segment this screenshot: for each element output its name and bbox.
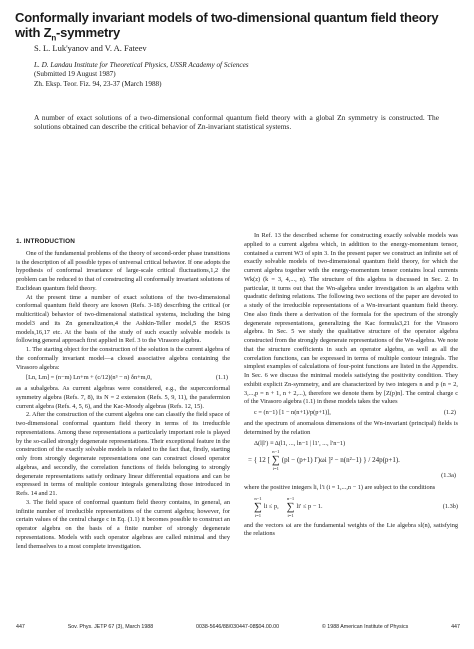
title-z-subscript: n <box>51 33 57 43</box>
footer-copyright: © 1988 American Institute of Physics <box>321 624 409 630</box>
equation-1-3a-rest: (pl − (p+1) l′)ωi ]² − n(n²−1) } / 24p(p+1). <box>281 456 400 465</box>
intro-paragraph-1: One of the fundamental problems of the theory of second-order phase transitions is the description of all possible types of universal critical behavior. If one adopts the hypothesis of conformal invariance of large-scale critical fluctuations,1,2 the problem can be reduced to that of constructing all conformally invariant solutions of Euclidean quantum field theory. <box>16 249 230 292</box>
equation-1-1 <box>26 374 230 383</box>
right-paragraph-1: In Ref. 13 the described scheme for constructing exactly solvable models was applied to a current algebra which, in addition to the energy-momentum tensor, contained a current W3 of spin 3. In the present paper we construct an infinite set of exactly solvable models of two-dimensional quantum field theory, for which the current algebra together with the energy-momentum tensor contains local currents Wk(z) (k = 3, 4,..., n). The structure of this algebra is discussed in Sec. 2. In particular, it turns out that the Wn-algebra under investigation is an algebra with quadratic defining relations. The following two sections of the paper are devoted to a study of the irreducible representations of a Wn-invariant quantum field theory. One also finds there a derivation of the formula for the spectrum of the strongly degenerate representations, generalizing the Kac formula3,21 for the Virasoro algebra. In Sec. 5 we study the qualitative structure of the operator algebra constructed from the strongly degenerate representations of the Wn-algebra. We note that the structure coefficients in such an operator algebra, as well as all the correlation functions, can be expressed in terms of multiple contour integrals. The simplest examples of calculations of four-point functions are listed in the Appendix. In Sec. 6 we discuss the minimal models satisfying the positivity condition. They exhibit explicit Zn-symmetry, and are characterized by two integers n and p (n = 2, 3,...,p = n + 1, n + 2,...), therefore we denote them by [Z(p)n]. The central charge c of the Virasoro algebra (1.1) in these models takes the values <box>244 232 458 406</box>
right-column <box>244 232 458 539</box>
equation-1-3b-part-2: li′ ≤ p − 1. <box>296 502 323 510</box>
equation-1-3a-line-1: Δ(l|l′) ≡ Δ(l1, ..., ln−1 | l1′, ..., l′n−1) <box>254 440 346 448</box>
right-paragraph-2: and the spectrum of anomalous dimensions of the Wn-invariant (principal) fields is determined by the relation <box>244 419 458 436</box>
summation-lower-limit: i=1 <box>254 512 261 518</box>
title-line-1: Conformally invariant models of two-dimensional quantum field theory <box>15 10 439 25</box>
equation-1-3a-open: = { 12 [ <box>248 456 270 465</box>
equation-1-3b-number: (1.3b) <box>442 502 458 510</box>
summation-symbol: n−1 ∑ i=1 <box>271 449 280 471</box>
intro-paragraph-4: as a subalgebra. As current algebras were considered, e.g., the superconformal symmetry algebra (Refs. 7, 8), its N = 2 extension (Refs. 5, 9, 11), the parafermion current algebra (Refs. 4, 5, 6), and the Kac-Moody algebras (Refs. 12, 15). <box>16 385 230 410</box>
summation-symbol: n−1 ∑ i=1 <box>286 495 295 518</box>
equation-1-1-body: [Ln, Lm] = (n−m) Ln+m + (c/12)(n³ − n) δn+m,0, <box>26 374 152 382</box>
affiliation: L. D. Landau Institute for Theoretical Physics, USSR Academy of Sciences <box>34 61 249 69</box>
intro-paragraph-3: 1. The starting object for the construction of the solution is the current algebra of the conformally invariant model—a closed associative algebra containing the Virasoro algebra: <box>16 346 230 371</box>
intro-paragraph-6: 3. The field space of conformal quantum field theory contains, in general, an infinite number of irreducible representations of the current algebra; however, for certain values of the central charge c in Eq. (1.1) it becomes possible to construct an operator algebra on the basis of a finite number of strongly degenerate representations. Models with such operator algebras are called minimal and they lend themselves to a most complete investigation. <box>16 498 230 550</box>
left-column <box>16 238 230 551</box>
right-paragraph-4: and the vectors ωi are the fundamental weights of the Lie algebra sl(n), satisfying the relations <box>244 521 458 538</box>
footer-code: 0038-5646/88/030447-08$04.00.00 <box>196 624 280 630</box>
footer-journal: Sov. Phys. JETP 67 (3), March 1988 <box>67 624 154 630</box>
equation-1-2-body: c = (n−1) [1 − n(n+1)/p(p+1)], <box>254 409 331 416</box>
equation-1-3b-part-1: li ≤ p, <box>263 502 279 510</box>
title-line-2: with $Z_n$-symmetry <box>15 25 121 43</box>
equation-1-3a-line-2 <box>248 449 458 472</box>
summation-upper-limit: n−1 <box>287 495 295 501</box>
summation-symbol: n−1 ∑ i=1 <box>254 495 262 518</box>
section-heading-introduction: 1. INTRODUCTION <box>16 238 76 245</box>
paper-title <box>15 10 465 46</box>
abstract: A number of exact solutions of a two-dimensional conformal quantum field theory with a global Zn symmetry is constructed. The solutions obtained can describe the critical behavior of Zn-invariant statistical systems. <box>34 113 439 132</box>
intro-paragraph-5: 2. After the construction of the current algebra one can classify the field space of two-dimensional conformal quantum field theory in terms of its irreducible representations. Among these representations a particularly important role is played by the so-called strongly degenerate representations. Their exceptional feature in the construction of the exactly solvable models is related to the fact that, firstly, starting only from strongly degenerate representations one can construct closed operator algebras, and secondly, the correlation functions of fields belonging to strongly degenerate representations satisfy ordinary linear differential equations and can be expressed in terms of multiple contour integrals generalizing those introduced in Refs. 14 and 21. <box>16 411 230 497</box>
page-footer <box>16 624 460 630</box>
equation-1-1-number: (1.1) <box>215 374 228 382</box>
summation-lower-limit: i=1 <box>272 466 279 471</box>
right-paragraph-3: where the positive integers li, l′i (i = 1,...,n − 1) are subject to the conditions <box>244 483 436 491</box>
article-meta <box>34 61 249 89</box>
equation-1-2 <box>254 409 458 418</box>
intro-paragraph-2: At the present time a number of exact solutions of the two-dimensional conformal quantum field theory are known (Refs. 3-18) describing the critical (or multicritical) behavior of two-dimensional statistical systems, including the Ising model3 and its Zn generalization,4 the Ashkin-Teller model,5 the RSOS models,16,17 etc. At the basis of the study of such exactly solvable models is following general approach first applied in Ref. 3 to the Virasoro algebra. <box>16 293 230 345</box>
footer-page-number-right: 447 <box>451 624 460 630</box>
summation-upper-limit: n−1 <box>254 495 262 501</box>
summation-lower-limit: i=1 <box>287 512 294 518</box>
summation-upper-limit: n−1 <box>272 449 280 454</box>
journal-reference: Zh. Eksp. Teor. Fiz. 94, 23-37 (March 1988) <box>34 79 162 88</box>
submitted-date: (Submitted 19 August 1987) <box>34 70 116 79</box>
footer-page-number-left: 447 <box>16 624 25 630</box>
equation-1-3b <box>254 496 458 519</box>
equation-1-3a-number: (1.3a) <box>441 472 456 479</box>
equation-1-2-number: (1.2) <box>443 409 456 416</box>
authors: S. L. Luk'yanov and V. A. Fateev <box>34 43 147 53</box>
equation-1-3a <box>244 440 458 481</box>
title-z-symbol: Z <box>43 25 52 40</box>
